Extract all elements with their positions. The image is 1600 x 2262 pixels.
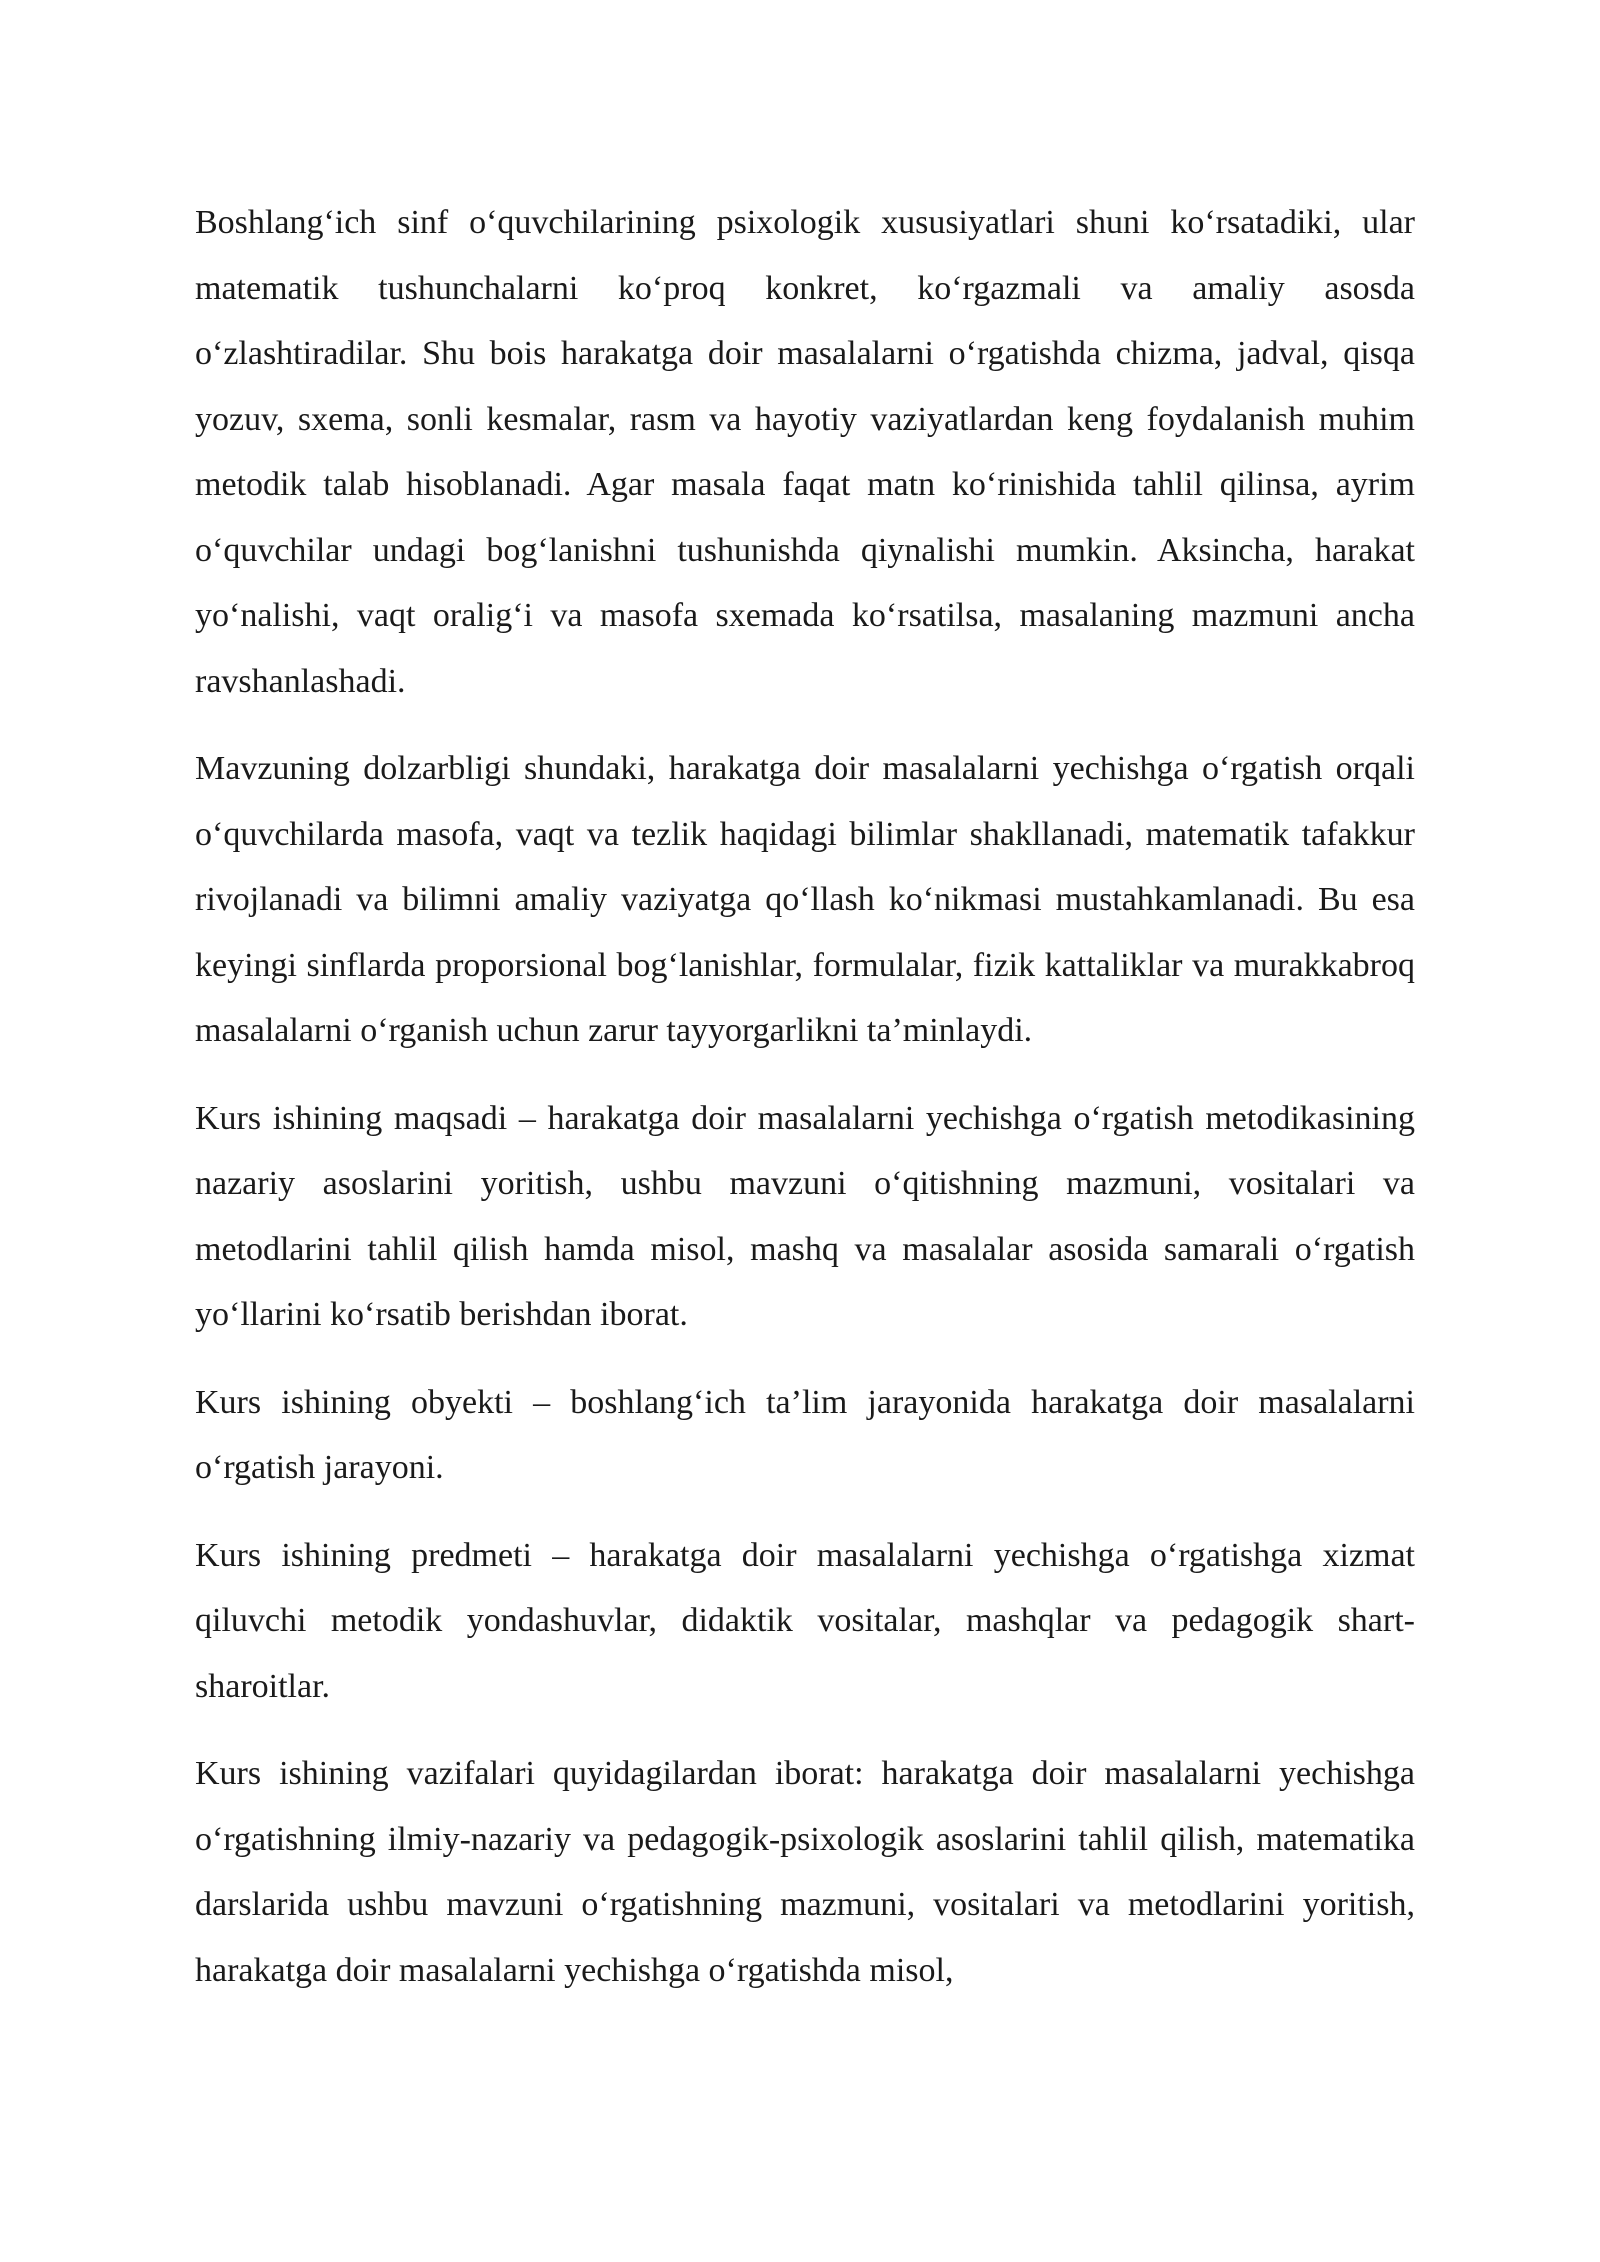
paragraph-subject: Kurs ishining predmeti – harakatga doir masalalarni yechishga o‘rgatishga xizmat qiluvchi metodik yondashuvlar, didaktik vositalar, mashqlar va pedagogik shart-sharoitlar. <box>195 1536 1415 1705</box>
paragraph-tasks: Kurs ishining vazifalari quyidagilardan iborat: harakatga doir masalalarni yechishga o‘rgatishning ilmiy-nazariy va pedagogik-psixologik asoslarini tahlil qilish, matematika darslarida ushbu mavzuni o‘rgatishning mazmuni, vositalari va metodlarini yoritish, harakatga doir masalalarni yechishga o‘rgatishda misol, <box>195 1755 1415 1989</box>
paragraph-psychological-features: Boshlang‘ich sinf o‘quvchilarining psixologik xususiyatlari shuni ko‘rsatadiki, ular matematik tushunchalarni ko‘proq konkret, ko‘rgazmali va amaliy asosda o‘zlashtiradilar. Shu bois harakatga doir masalalarni o‘rgatishda chizma, jadval, qisqa yozuv, sxema, sonli kesmalar, rasm va hayotiy vaziyatlardan keng foydalanish muhim metodik talab hisoblanadi. Agar masala faqat matn ko‘rinishida tahlil qilinsa, ayrim o‘quvchilar undagi bog‘lanishni tushunishda qiynalishi mumkin. Aksincha, harakat yo‘nalishi, vaqt oralig‘i va masofa sxemada ko‘rsatilsa, masalaning mazmuni ancha ravshanlashadi. <box>195 204 1415 700</box>
document-page <box>195 190 1415 2025</box>
paragraph-goal: Kurs ishining maqsadi – harakatga doir masalalarni yechishga o‘rgatish metodikasining nazariy asoslarini yoritish, ushbu mavzuni o‘qitishning mazmuni, vositalari va metodlarini tahlil qilish hamda misol, mashq va masalalar asosida samarali o‘rgatish yo‘llarini ko‘rsatib berishdan iborat. <box>195 1099 1415 1333</box>
paragraph-relevance: Mavzuning dolzarbligi shundaki, harakatga doir masalalarni yechishga o‘rgatish orqali o‘quvchilarda masofa, vaqt va tezlik haqidagi bilimlar shakllanadi, matematik tafakkur rivojlanadi va bilimni amaliy vaziyatga qo‘llash ko‘nikmasi mustahkamlanadi. Bu esa keyingi sinflarda proporsional bog‘lanishlar, formulalar, fizik kattaliklar va murakkabroq masalalarni o‘rganish uchun zarur tayyorgarlikni ta’minlaydi. <box>195 750 1415 1049</box>
paragraph-object: Kurs ishining obyekti – boshlang‘ich ta’lim jarayonida harakatga doir masalalarni o‘rgatish jarayoni. <box>195 1383 1415 1486</box>
